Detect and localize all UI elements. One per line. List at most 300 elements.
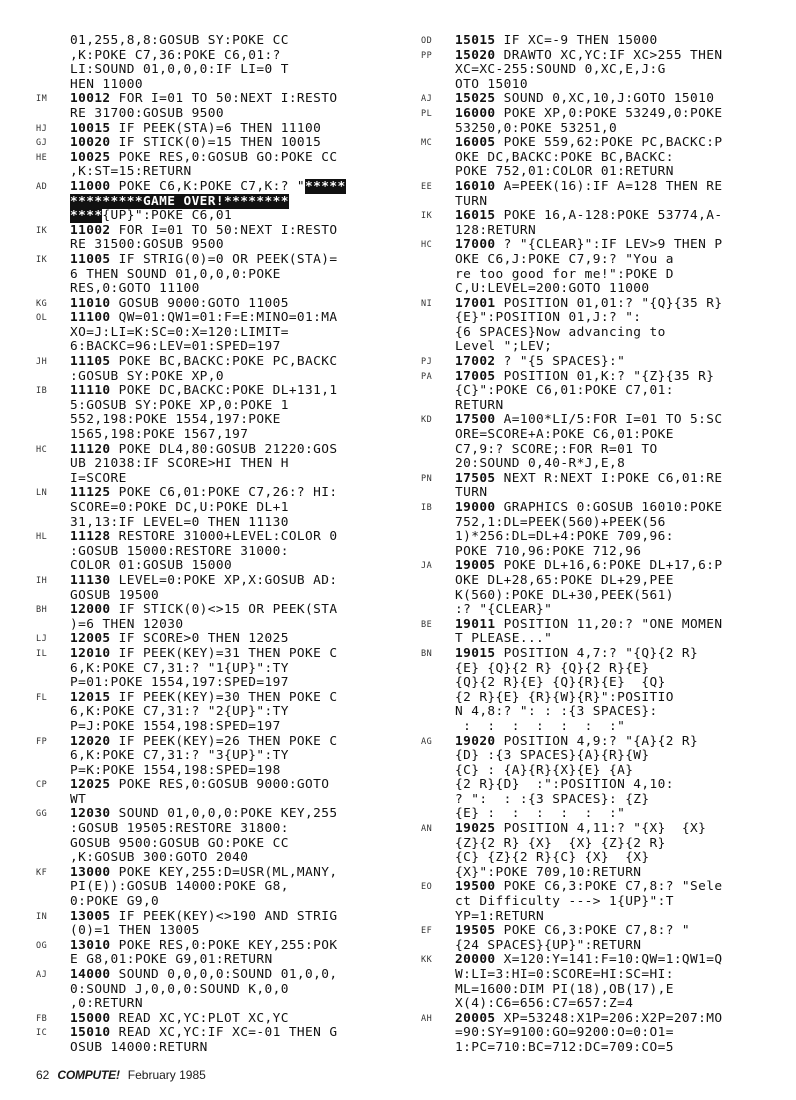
line-number: 17002: [455, 354, 496, 370]
code-text: [455, 165, 789, 180]
line-number: 19005: [455, 558, 496, 574]
line-number: 15000: [70, 1010, 111, 1026]
listing-line: [36, 92, 398, 107]
code-text: [70, 545, 398, 560]
listing-line: [36, 413, 398, 428]
line-number: 10025: [70, 149, 111, 165]
code-text: [455, 647, 789, 662]
line-number: 11128: [70, 529, 111, 545]
listing-line: [36, 209, 398, 224]
listing-line: [36, 282, 398, 297]
statement-text: {C} {Z}{2 R}{C} {X} {X}: [455, 850, 650, 866]
code-text: [70, 1026, 398, 1041]
listing-line: [36, 559, 398, 574]
code-text: [70, 837, 398, 852]
line-number: 11000: [70, 178, 111, 194]
checksum-code: IN: [36, 911, 48, 922]
statement-text: {E} : : : : : :": [455, 806, 626, 822]
code-text: [70, 793, 398, 808]
statement-text: SOUND 0,0,0,0:SOUND 01,0,0,: [118, 967, 338, 982]
code-text: [455, 340, 789, 355]
checksum-code: HC: [421, 240, 433, 251]
checksum-code: OG: [36, 940, 48, 951]
listing-line: [421, 807, 789, 822]
statement-text: Level ";LEV;: [455, 339, 553, 355]
checksum-code: JA: [421, 561, 433, 572]
code-text: [455, 136, 789, 151]
listing-line: [36, 253, 398, 268]
checksum-code: IB: [36, 386, 48, 397]
line-number: 14000: [70, 967, 111, 982]
code-text: [70, 735, 398, 750]
checksum-code: FP: [36, 736, 48, 747]
code-text: [70, 282, 398, 297]
line-number: 17000: [455, 237, 496, 253]
checksum-code: AH: [421, 1013, 433, 1024]
listing-line: [36, 268, 398, 283]
checksum-code: KD: [421, 415, 433, 426]
listing-right-column: [421, 34, 789, 1056]
code-text: [70, 1041, 398, 1056]
statement-text: POSITION 11,20:? "ONE MOMEN: [503, 616, 723, 632]
statement-text: re too good for me!":POKE D: [455, 266, 674, 282]
listing-line: [36, 793, 398, 808]
listing-line: [421, 647, 789, 662]
statement-text: IF PEEK(KEY)=26 THEN POKE C: [118, 733, 338, 749]
statement-text: 1)*256:DL=DL+4:POKE 709,96:: [455, 529, 674, 545]
listing-line: [421, 837, 789, 852]
inverse-video-text: *********GAME OVER!********: [70, 193, 289, 209]
statement-text: K(560):POKE DL+30,PEEK(561): [455, 587, 674, 603]
line-number: 20005: [455, 1010, 496, 1026]
statement-text: POSITION 4,9:? "{A}{2 R}: [503, 733, 699, 749]
statement-text: ? "{5 SPACES}:": [503, 354, 626, 370]
listing-line: [36, 136, 398, 151]
statement-text: UB 21038:IF SCORE>HI THEN H: [70, 456, 289, 472]
listing-line: [36, 238, 398, 253]
code-text: [455, 997, 789, 1012]
statement-text: {C}":POKE C6,01:POKE C7,01:: [455, 383, 674, 399]
code-text: [70, 384, 398, 399]
code-text: [455, 807, 789, 822]
checksum-code: EF: [421, 926, 433, 937]
code-text: [455, 78, 789, 93]
statement-text: SOUND 0,XC,10,J:GOTO 15010: [503, 91, 715, 107]
listing-line: [36, 457, 398, 472]
line-number: 17500: [455, 412, 496, 428]
code-text: [70, 720, 398, 735]
code-text: [455, 399, 789, 414]
line-number: 20000: [455, 952, 496, 968]
statement-text: TURN: [455, 485, 488, 501]
listing-line: [421, 268, 789, 283]
listing-line: [421, 282, 789, 297]
statement-text: SCORE=0:POKE DC,U:POKE DL+1: [70, 500, 289, 515]
listing-line: [36, 355, 398, 370]
listing-line: [36, 1012, 398, 1027]
code-text: [70, 180, 398, 195]
listing-line: [421, 1041, 789, 1056]
code-text: [70, 165, 398, 180]
code-text: [455, 749, 789, 764]
code-text: [70, 253, 398, 268]
code-text: [70, 559, 398, 574]
listing-line: [36, 603, 398, 618]
page-number: 62: [36, 1068, 50, 1082]
listing-line: [421, 209, 789, 224]
line-number: 12000: [70, 602, 111, 618]
listing-line: [421, 880, 789, 895]
code-text: [455, 1041, 789, 1056]
statement-text: E G8,01:POKE G9,01:RETURN: [70, 952, 273, 968]
code-text: [455, 735, 789, 750]
statement-text: ? ": : :{3 SPACES}: {Z}: [455, 791, 650, 807]
listing-line: [421, 778, 789, 793]
statement-text: RE 31700:GOSUB 9500: [70, 105, 224, 121]
listing-line: [36, 924, 398, 939]
listing-line: [421, 136, 789, 151]
statement-text: TURN: [455, 193, 488, 209]
code-text: [70, 822, 398, 837]
statement-text: 5:GOSUB SY:POKE XP,0:POKE 1: [70, 397, 289, 413]
statement-text: NEXT R:NEXT I:POKE C6,01:RE: [503, 470, 723, 486]
statement-text: 552,198:POKE 1554,197:POKE: [70, 412, 281, 428]
checksum-code: NI: [421, 298, 433, 309]
code-text: [455, 822, 789, 837]
statement-text: ct Difficulty ---> 1{UP}":T: [455, 894, 674, 910]
checksum-code: IH: [36, 575, 48, 586]
statement-text: POKE C6,K:POKE C7,K:? ": [118, 178, 306, 194]
code-text: [70, 399, 398, 414]
code-text: [70, 676, 398, 691]
code-text: [70, 501, 398, 516]
line-number: 13010: [70, 937, 111, 953]
checksum-code: IK: [421, 211, 433, 222]
statement-text: P=J:POKE 1554,198:SPED=197: [70, 718, 281, 734]
checksum-code: PL: [421, 108, 433, 119]
line-number: 15010: [70, 1025, 111, 1041]
statement-text: =90:SY=9100:GO=9200:O=0:O1=: [455, 1025, 674, 1041]
statement-text: A=PEEK(16):IF A=128 THEN RE: [503, 178, 723, 194]
code-text: [455, 851, 789, 866]
listing-line: [36, 311, 398, 326]
listing-line: [36, 472, 398, 487]
code-text: [70, 34, 398, 49]
line-number: 19011: [455, 616, 496, 632]
statement-text: ,K:GOSUB 300:GOTO 2040: [70, 850, 249, 866]
line-number: 10012: [70, 91, 111, 107]
code-text: [70, 355, 398, 370]
line-number: 16015: [455, 208, 496, 224]
code-text: [70, 910, 398, 925]
listing-line: [421, 413, 789, 428]
statement-text: 6,K:POKE C7,31:? "2{UP}":TY: [70, 704, 289, 720]
statement-text: OTO 15010: [455, 76, 528, 92]
statement-text: POKE 559,62:POKE PC,BACKC:P: [503, 135, 723, 151]
listing-line: [36, 501, 398, 516]
line-number: 19000: [455, 500, 496, 515]
statement-text: {24 SPACES}{UP}":RETURN: [455, 937, 642, 953]
code-text: [455, 530, 789, 545]
statement-text: GOSUB 9500:GOSUB GO:POKE CC: [70, 835, 289, 851]
statement-text: POKE C6,3:POKE C7,8:? "Sele: [503, 879, 723, 895]
statement-text: POKE C6,01:POKE C7,26:? HI:: [118, 485, 338, 501]
listing-line: [36, 618, 398, 633]
statement-text: {6 SPACES}Now advancing to: [455, 324, 666, 340]
statement-text: XP=53248:X1P=206:X2P=207:MO: [503, 1010, 723, 1026]
code-text: [70, 895, 398, 910]
code-text: [70, 486, 398, 501]
listing-line: [421, 370, 789, 385]
code-text: [455, 778, 789, 793]
code-text: [455, 953, 789, 968]
checksum-code: IK: [36, 225, 48, 236]
listing-line: [421, 866, 789, 881]
listing-line: [36, 165, 398, 180]
statement-text: OKE C6,J:POKE C7,9:? "You a: [455, 251, 674, 267]
statement-text: POKE DL+16,6:POKE DL+17,6:P: [503, 558, 723, 574]
checksum-code: AG: [421, 736, 433, 747]
statement-text: POKE KEY,255:D=USR(ML,MANY,: [118, 864, 338, 880]
listing-line: [421, 676, 789, 691]
listing-line: [421, 311, 789, 326]
line-number: 11010: [70, 295, 111, 311]
checksum-code: JH: [36, 357, 48, 368]
statement-text: POKE RES,0:GOSUB GO:POKE CC: [118, 149, 338, 165]
code-text: [70, 997, 398, 1012]
code-text: [70, 443, 398, 458]
code-text: [455, 559, 789, 574]
code-text: [70, 107, 398, 122]
listing-line: [421, 749, 789, 764]
statement-text: RES,0:GOTO 11100: [70, 281, 200, 297]
code-text: [455, 297, 789, 312]
code-text: [70, 224, 398, 239]
statement-text: DRAWTO XC,YC:IF XC>255 THEN: [503, 47, 723, 63]
code-text: [70, 632, 398, 647]
listing-line: [421, 224, 789, 239]
code-text: [455, 632, 789, 647]
listing-line: [36, 545, 398, 560]
line-number: 11120: [70, 441, 111, 457]
code-text: [70, 326, 398, 341]
statement-text: XO=J:LI=K:SC=0:X=120:LIMIT=: [70, 324, 289, 340]
statement-text: FOR I=01 TO 50:NEXT I:RESTO: [118, 222, 338, 238]
listing-line: [421, 895, 789, 910]
checksum-code: KK: [421, 955, 433, 966]
code-text: [70, 49, 398, 64]
listing-line: [36, 443, 398, 458]
line-number: 19500: [455, 879, 496, 895]
listing-line: [36, 180, 398, 195]
statement-text: 128:RETURN: [455, 222, 537, 238]
listing-line: [421, 983, 789, 998]
code-text: [70, 603, 398, 618]
listing-line: [36, 107, 398, 122]
listing-line: [36, 968, 398, 983]
statement-text: 53250,0:POKE 53251,0: [455, 120, 618, 136]
listing-line: [421, 618, 789, 633]
listing-line: [421, 530, 789, 545]
statement-text: GOSUB 19500: [70, 587, 160, 603]
line-number: 12015: [70, 689, 111, 705]
checksum-code: BE: [421, 619, 433, 630]
code-text: [455, 282, 789, 297]
statement-text: HEN 11000: [70, 76, 143, 92]
code-text: [455, 939, 789, 954]
statement-text: 31,13:IF LEVEL=0 THEN 11130: [70, 514, 289, 530]
code-text: [455, 92, 789, 107]
code-text: [455, 486, 789, 501]
code-text: [70, 574, 398, 589]
listing-line: [421, 399, 789, 414]
code-text: [70, 807, 398, 822]
listing-line: [421, 180, 789, 195]
line-number: 17505: [455, 470, 496, 486]
code-text: [455, 107, 789, 122]
listing-line: [421, 457, 789, 472]
line-number: 12030: [70, 806, 111, 822]
statement-text: RETURN: [455, 397, 504, 413]
line-number: 19025: [455, 821, 496, 837]
checksum-code: BH: [36, 605, 48, 616]
code-text: [455, 895, 789, 910]
listing-line: [36, 676, 398, 691]
statement-text: 1565,198:POKE 1567,197: [70, 427, 249, 443]
code-text: [455, 428, 789, 443]
statement-text: IF PEEK(STA)=6 THEN 11100: [118, 120, 322, 136]
listing-line: [36, 880, 398, 895]
statement-text: OKE DC,BACKC:POKE BC,BACKC:: [455, 149, 674, 165]
code-text: [455, 180, 789, 195]
statement-text: PI(E)):GOSUB 14000:POKE G8,: [70, 879, 289, 895]
code-text: [70, 151, 398, 166]
listing-line: [36, 399, 398, 414]
statement-text: IF PEEK(KEY)<>190 AND STRIG: [118, 908, 338, 924]
code-text: [455, 253, 789, 268]
statement-text: 0:SOUND J,0,0,0:SOUND K,0,0: [70, 981, 289, 997]
listing-line: [36, 866, 398, 881]
statement-text: GOSUB 9000:GOTO 11005: [118, 295, 289, 311]
listing-line: [36, 778, 398, 793]
code-text: [70, 1012, 398, 1027]
statement-text: )=6 THEN 12030: [70, 616, 184, 632]
listing-left-column: [36, 34, 398, 1056]
statement-text: LI:SOUND 01,0,0,0:IF LI=0 T: [70, 62, 289, 78]
statement-text: RESTORE 31000+LEVEL:COLOR 0: [118, 529, 338, 545]
statement-text: IF STRIG(0)=0 OR PEEK(STA)=: [118, 251, 338, 267]
code-text: [70, 311, 398, 326]
statement-text: OKE DL+28,65:POKE DL+29,PEE: [455, 572, 674, 588]
listing-line: [421, 107, 789, 122]
listing-line: [421, 340, 789, 355]
line-number: 19015: [455, 645, 496, 661]
statement-text: POKE 16,A-128:POKE 53774,A-: [503, 208, 723, 224]
code-text: [455, 837, 789, 852]
checksum-code: PP: [421, 50, 433, 61]
line-number: 11002: [70, 222, 111, 238]
code-text: [455, 457, 789, 472]
checksum-code: KG: [36, 298, 48, 309]
code-text: [70, 880, 398, 895]
line-number: 13005: [70, 908, 111, 924]
listing-line: [36, 384, 398, 399]
inverse-video-text: ****: [70, 208, 103, 224]
code-text: [70, 472, 398, 487]
line-number: 12005: [70, 631, 111, 647]
listing-line: [36, 749, 398, 764]
checksum-code: IC: [36, 1028, 48, 1039]
listing-line: [421, 253, 789, 268]
code-text: [455, 49, 789, 64]
listing-line: [421, 384, 789, 399]
code-text: [70, 662, 398, 677]
listing-line: [421, 997, 789, 1012]
magazine-name: COMPUTE!: [57, 1068, 120, 1082]
listing-line: [421, 122, 789, 137]
listing-line: [421, 735, 789, 750]
checksum-code: IL: [36, 648, 48, 659]
checksum-code: AD: [36, 181, 48, 192]
statement-text: 6,K:POKE C7,31:? "3{UP}":TY: [70, 748, 289, 764]
listing-line: [421, 501, 789, 516]
statement-text: N 4,8:? ": : :{3 SPACES}:: [455, 704, 658, 720]
code-text: [70, 78, 398, 93]
listing-line: [421, 326, 789, 341]
listing-line: [421, 1026, 789, 1041]
listing-line: [421, 297, 789, 312]
code-text: [455, 501, 789, 516]
statement-text: 6 THEN SOUND 01,0,0,0:POKE: [70, 266, 281, 282]
statement-text: 0:POKE G9,0: [70, 894, 160, 910]
code-text: [70, 749, 398, 764]
line-number: 11110: [70, 383, 111, 399]
statement-text: P=K:POKE 1554,198:SPED=198: [70, 762, 281, 778]
statement-text: :? "{CLEAR}": [455, 602, 553, 618]
statement-text: POSITION 4,7:? "{Q}{2 R}: [503, 645, 699, 661]
checksum-code: CP: [36, 780, 48, 791]
statement-text: POKE RES,0:GOSUB 9000:GOTO: [118, 777, 330, 793]
code-text: [455, 326, 789, 341]
checksum-code: HJ: [36, 123, 48, 134]
checksum-code: LJ: [36, 634, 48, 645]
statement-text: IF PEEK(KEY)=30 THEN POKE C: [118, 689, 338, 705]
statement-text: {2 R}{D} :":POSITION 4,10:: [455, 777, 674, 793]
listing-line: [421, 793, 789, 808]
listing-line: [421, 968, 789, 983]
checksum-code: GG: [36, 809, 48, 820]
code-text: [455, 209, 789, 224]
listing-line: [421, 939, 789, 954]
code-text: [70, 122, 398, 137]
listing-line: [421, 165, 789, 180]
listing-line: [36, 632, 398, 647]
listing-line: [36, 297, 398, 312]
listing-line: [36, 895, 398, 910]
listing-line: [36, 953, 398, 968]
listing-line: [36, 807, 398, 822]
statement-text: IF SCORE>0 THEN 12025: [118, 631, 289, 647]
code-text: [455, 720, 789, 735]
statement-text: ,K:ST=15:RETURN: [70, 164, 192, 180]
code-text: [455, 910, 789, 925]
code-text: [455, 34, 789, 49]
listing-line: [36, 63, 398, 78]
code-text: [70, 778, 398, 793]
code-text: [455, 662, 789, 677]
statement-text: QW=01:QW1=01:F=E:MINO=01:MA: [118, 310, 338, 326]
code-text: [455, 516, 789, 531]
